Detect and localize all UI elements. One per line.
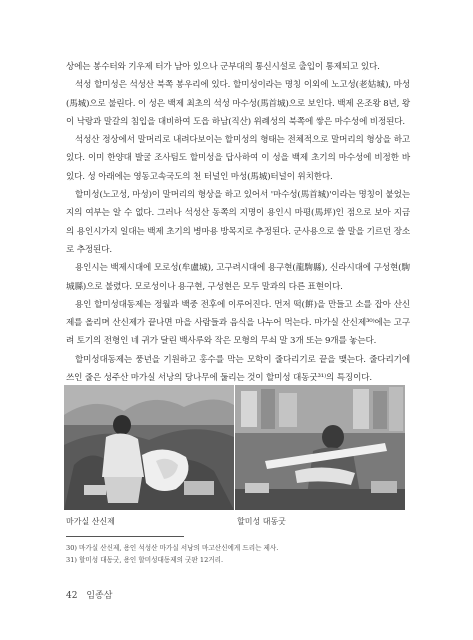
paragraph: 석성 할미성은 석성산 북쪽 봉우리에 있다. 할미성이라는 명칭 이외에 노고성(老姑城), 마성(馬城)으로 불린다. 이 성은 백제 최초의 석성 마수성(馬首城)으로 보인다. 백제 온조왕 8년, 왕이 낙랑과 말갈의 침입을 대비하여 도읍 하남(직산) 위례성의 북쪽에 쌓은 마수성에 비정된다. xyxy=(66,80,410,127)
photo-mountain-rite xyxy=(64,385,234,510)
paragraph: 용인시는 백제시대에 모로성(牟盧城), 고구려시대에 용구현(龍駒縣), 신라시대에 구성현(駒城縣)으로 불렸다. 모로성이나 용구현, 구성현은 모두 말과의 다른 표현이다. xyxy=(66,263,410,292)
footnote: 30) 마가실 산신제, 용인 석성산 마가실 서낭의 마고산신에게 드리는 제사. xyxy=(66,544,279,552)
footnote: 31) 할미성 대동굿, 용인 할미성대동제의 굿판 12거리. xyxy=(66,556,224,564)
paragraph: 할미성(노고성, 마성)이 말머리의 형상을 하고 있어서 '마수성(馬首城)'이라는 명칭이 붙었는지의 여부는 알 수 없다. 그러나 석성산 동쪽의 지명이 용인시 마평(馬坪)인 점으로 보아 지금의 용인시가지 일대는 백제 초기의 병마용 방목지로 추정된다. 군사용으로 쓸 말을 기르던 장소로 추정된다. xyxy=(66,190,410,255)
paragraph: 석성산 정상에서 말머리로 내려다보이는 할미성의 형태는 전체적으로 말머리의 형상을 하고 있다. 이미 한양대 발굴 조사팀도 할미성을 답사하여 이 성을 백제 초기의 마수성에 비정한 바 있다. 성 아래에는 영동고속국도의 천 터널인 마성(馬城)터널이 위치한다. xyxy=(66,135,410,182)
paragraph: 용인 할미성대동제는 정월과 백중 전후에 이루어진다. 먼저 떡(餠)을 만들고 소를 잡아 산신제를 올리며 산신제가 끝나면 마을 사람들과 음식을 나누어 먹는다. 마가실 산신제³⁰⁾에는 고구려 토기의 전형인 네 귀가 달린 백사루와 작은 모형의 무쇠 말 3개 또는 9개를 놓는다. xyxy=(66,299,410,347)
page-folio xyxy=(66,588,112,601)
photo-shaman-ritual-image xyxy=(235,385,405,510)
paragraph: 상에는 봉수터와 기우제 터가 남아 있으나 군부대의 통신시설로 출입이 통제되고 있다. xyxy=(66,62,380,72)
footnotes xyxy=(66,542,410,566)
paragraph: 할미성대동제는 풍년을 기원하고 홍수를 막는 모학이 줄다리기로 끝을 맺는다. 줄다리기에 쓰인 줄은 성주산 마가실 서낭의 당나무에 둘리는 것이 할미성 대동굿³¹⁾의 특징이다. xyxy=(66,354,410,384)
photo-caption-left: 마가실 산신제 xyxy=(66,517,115,526)
body-text xyxy=(66,58,410,387)
photo-caption-right: 할미성 대동굿 xyxy=(237,517,286,526)
running-head: 임종삼 xyxy=(86,591,113,601)
photo-mountain-rite-image xyxy=(64,385,234,510)
footnote-divider xyxy=(66,536,184,537)
page-number: 42 xyxy=(66,591,78,601)
photo-shaman-ritual xyxy=(235,385,405,510)
